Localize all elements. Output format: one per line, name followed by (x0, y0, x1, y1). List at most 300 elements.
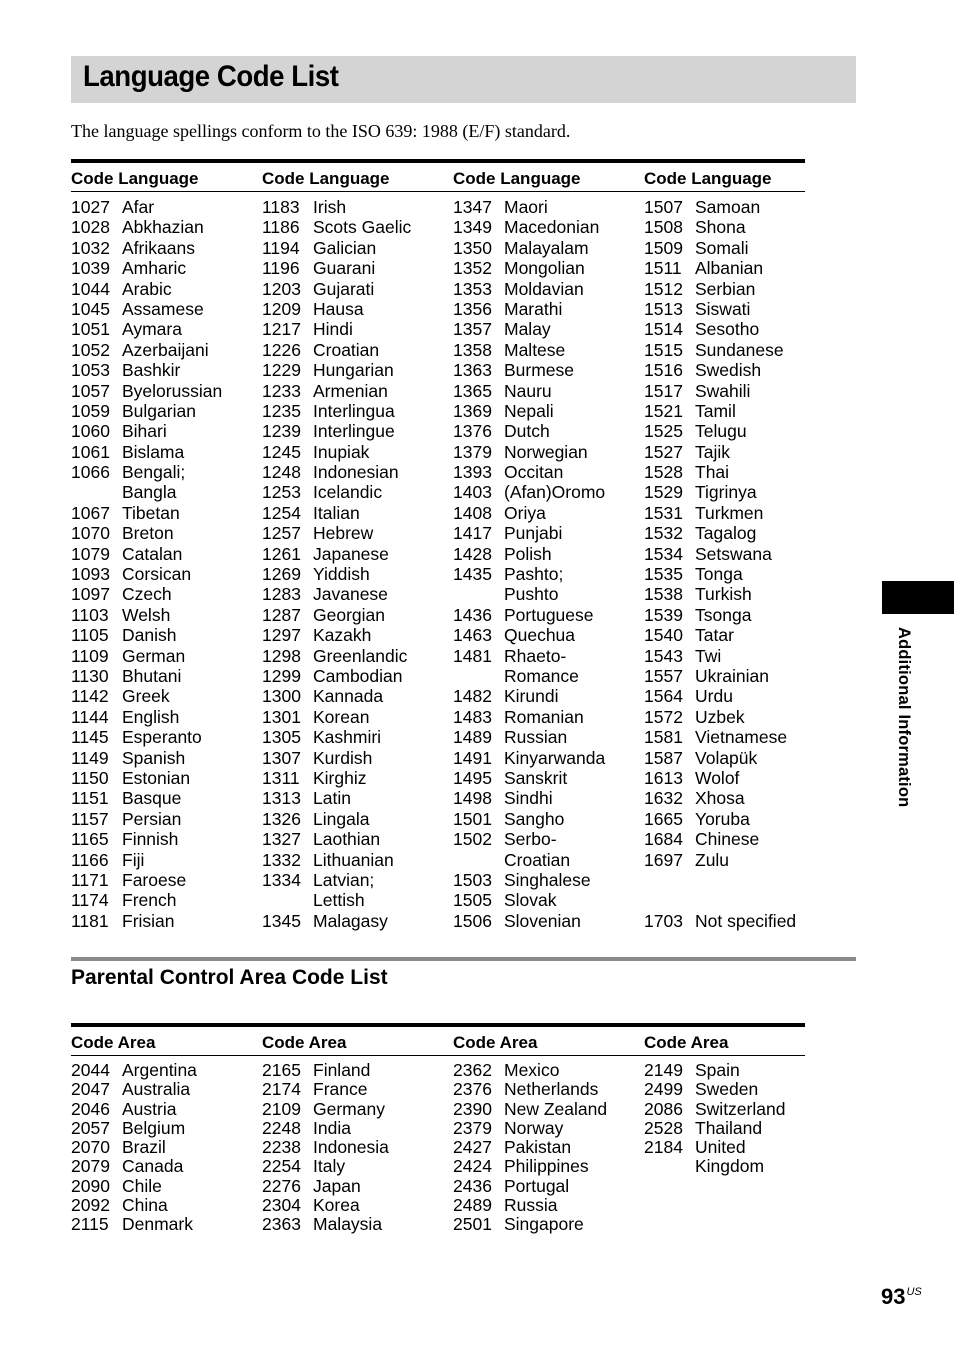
code-cell: 1300 (262, 686, 301, 707)
code-cell: 1181 (71, 910, 109, 931)
name-cell: Latin (313, 788, 351, 809)
code-cell: 1269 (262, 564, 301, 585)
name-cell: Guarani (313, 258, 376, 279)
name-cell: Latvian; (313, 869, 375, 890)
header-cell: Code Area (71, 1033, 156, 1052)
code-cell: 1257 (262, 523, 301, 544)
name-cell: Malayalam (504, 237, 589, 258)
name-cell: Argentina (122, 1060, 197, 1080)
name-cell: Tigrinya (695, 482, 757, 503)
code-cell: 1157 (71, 808, 109, 829)
name-cell: Slovak (504, 890, 557, 911)
code-cell: 1053 (71, 360, 110, 381)
name-cell: Mexico (504, 1060, 560, 1080)
code-cell: 2090 (71, 1175, 110, 1196)
header-cell: Code Language (262, 169, 390, 188)
title-bar (71, 56, 856, 103)
name-cell: Indonesian (313, 462, 399, 483)
code-cell: 2248 (262, 1117, 301, 1138)
code-cell: 2079 (71, 1156, 110, 1177)
name-cell: Croatian (313, 339, 380, 360)
code-cell: 1403 (453, 482, 492, 503)
name-cell: Belgium (122, 1117, 186, 1138)
name-cell: Afar (122, 197, 155, 217)
code-cell: 1165 (71, 829, 109, 850)
code-cell: 1408 (453, 502, 492, 523)
code-cell: 1435 (453, 564, 492, 585)
name-cell: Chile (122, 1175, 162, 1196)
code-cell: 1356 (453, 298, 492, 319)
code-cell: 1334 (262, 869, 301, 890)
code-cell: 1491 (453, 747, 492, 768)
name-cell: Moldavian (504, 278, 584, 299)
code-cell: 2046 (71, 1098, 110, 1119)
name-cell: Malaysia (313, 1214, 383, 1235)
name-cell: Twi (695, 645, 722, 666)
name-cell: Spanish (122, 747, 186, 768)
name-cell: Greek (122, 686, 170, 707)
name-cell: Slovenian (504, 910, 581, 931)
code-cell: 2184 (644, 1137, 683, 1158)
name-cell: Germany (313, 1098, 385, 1119)
code-cell: 1483 (453, 706, 492, 727)
code-cell: 1105 (71, 625, 109, 646)
code-cell: 1051 (71, 319, 110, 340)
table-header (71, 163, 805, 191)
code-cell: 1067 (71, 502, 110, 523)
name-cell: Somali (695, 237, 749, 258)
code-cell: 2047 (71, 1079, 110, 1100)
name-cell: Norway (504, 1117, 564, 1138)
code-cell: 1032 (71, 237, 110, 258)
name-cell: Danish (122, 625, 177, 646)
code-cell: 1572 (644, 706, 683, 727)
name-cell: Chinese (695, 829, 760, 850)
code-cell: 1226 (262, 339, 301, 360)
code-cell: 1217 (262, 319, 301, 340)
name-cell: Amharic (122, 258, 187, 279)
code-cell: 1532 (644, 523, 683, 544)
name-cell: Maltese (504, 339, 566, 360)
name-cell: China (122, 1195, 168, 1216)
name-cell: Sesotho (695, 319, 760, 340)
code-cell: 1261 (262, 543, 301, 564)
code-cell: 1149 (71, 747, 109, 768)
name-cell: Thai (695, 462, 730, 483)
name-cell: Bengali; (122, 462, 186, 483)
code-cell: 2304 (262, 1195, 301, 1216)
page-number (881, 1284, 922, 1310)
name-cell: Bashkir (122, 360, 181, 381)
name-cell: Pakistan (504, 1137, 572, 1158)
code-cell: 1235 (262, 400, 301, 421)
name-cell: Canada (122, 1156, 184, 1177)
code-cell: 1516 (644, 360, 683, 381)
name-cell: Rhaeto- (504, 645, 567, 666)
name-cell: Hebrew (313, 523, 374, 544)
name-cell: English (122, 706, 180, 727)
area-code-table (71, 1023, 805, 1235)
name-cell: Japanese (313, 543, 389, 564)
section-divider (71, 957, 856, 961)
name-cell: Tamil (695, 400, 736, 421)
name-cell: Netherlands (504, 1079, 599, 1100)
code-cell: 1066 (71, 462, 110, 483)
name-cell: Lettish (313, 890, 365, 911)
name-cell: Hindi (313, 319, 353, 340)
name-cell: Zulu (695, 849, 730, 870)
code-cell: 1307 (262, 747, 301, 768)
page-number-value: 93 (881, 1284, 906, 1309)
code-cell: 1517 (644, 380, 683, 401)
name-cell: Pushto (504, 584, 559, 605)
name-cell: Mongolian (504, 258, 585, 279)
name-cell: Macedonian (504, 217, 600, 238)
code-cell: 2427 (453, 1137, 492, 1158)
code-cell: 1489 (453, 727, 492, 748)
code-cell: 1512 (644, 278, 683, 299)
name-cell: Kinyarwanda (504, 747, 606, 768)
name-cell: Interlingue (313, 421, 395, 442)
code-cell: 1144 (71, 706, 109, 727)
name-cell: Korean (313, 706, 370, 727)
code-cell: 1463 (453, 625, 492, 646)
code-cell: 1613 (644, 767, 683, 788)
section-side-label: Additional Information (895, 627, 913, 808)
code-cell: 1482 (453, 686, 492, 707)
header-cell: Code Language (453, 169, 581, 188)
name-cell: Yiddish (313, 564, 370, 585)
code-cell: 2489 (453, 1195, 492, 1216)
code-cell: 1538 (644, 584, 683, 605)
name-cell: Estonian (122, 767, 191, 788)
name-cell: Punjabi (504, 523, 563, 544)
name-cell: Ukrainian (695, 665, 769, 686)
code-cell: 1428 (453, 543, 492, 564)
code-cell: 1379 (453, 441, 492, 462)
name-cell: Galician (313, 237, 377, 258)
name-cell: Bulgarian (122, 400, 196, 421)
code-cell: 1540 (644, 625, 683, 646)
code-cell: 1079 (71, 543, 110, 564)
code-cell: 2057 (71, 1117, 110, 1138)
name-cell: Hausa (313, 298, 364, 319)
name-cell: Turkish (695, 584, 752, 605)
name-cell: Not specified (695, 910, 797, 931)
name-cell: Serbian (695, 278, 756, 299)
name-cell: Urdu (695, 686, 733, 707)
code-cell: 1353 (453, 278, 492, 299)
code-cell: 1665 (644, 808, 683, 829)
name-cell: Pashto; (504, 564, 564, 585)
code-cell: 1203 (262, 278, 301, 299)
name-cell: Sanskrit (504, 767, 568, 788)
code-cell: 1347 (453, 197, 492, 217)
name-cell: Fiji (122, 849, 145, 870)
code-cell: 1564 (644, 686, 683, 707)
name-cell: Bhutani (122, 665, 182, 686)
code-cell: 1298 (262, 645, 301, 666)
name-cell: Burmese (504, 360, 575, 381)
name-cell: France (313, 1079, 368, 1100)
name-cell: Telugu (695, 421, 747, 442)
code-cell: 1109 (71, 645, 109, 666)
name-cell: Polish (504, 543, 552, 564)
name-cell: Bangla (122, 482, 177, 503)
code-cell: 2149 (644, 1060, 683, 1080)
name-cell: Quechua (504, 625, 576, 646)
name-cell: Assamese (122, 298, 204, 319)
language-code-table (71, 159, 805, 931)
name-cell: Romanian (504, 706, 584, 727)
name-cell: Afrikaans (122, 237, 195, 258)
name-cell: Occitan (504, 462, 564, 483)
code-cell: 1581 (644, 727, 683, 748)
code-cell: 1229 (262, 360, 301, 381)
name-cell: Catalan (122, 543, 183, 564)
name-cell: Portuguese (504, 604, 594, 625)
name-cell: French (122, 890, 177, 911)
code-cell: 1521 (644, 400, 683, 421)
name-cell: Shona (695, 217, 746, 238)
name-cell: Samoan (695, 197, 761, 217)
name-cell: Marathi (504, 298, 563, 319)
code-cell: 1070 (71, 523, 110, 544)
name-cell: Swahili (695, 380, 751, 401)
code-cell: 1684 (644, 829, 683, 850)
code-cell: 2109 (262, 1098, 301, 1119)
code-cell: 2436 (453, 1175, 492, 1196)
code-cell: 1505 (453, 890, 492, 911)
name-cell: Malagasy (313, 910, 388, 931)
name-cell: Breton (122, 523, 174, 544)
name-cell: India (313, 1117, 351, 1138)
name-cell: Norwegian (504, 441, 588, 462)
name-cell: Serbo- (504, 829, 557, 850)
code-cell: 1044 (71, 278, 110, 299)
code-cell: 2115 (71, 1214, 109, 1235)
code-cell: 1363 (453, 360, 492, 381)
code-cell: 2363 (262, 1214, 301, 1235)
code-cell: 1513 (644, 298, 683, 319)
code-cell: 2424 (453, 1156, 492, 1177)
name-cell: Frisian (122, 910, 175, 931)
name-cell: Croatian (504, 849, 571, 870)
code-cell: 2390 (453, 1098, 492, 1119)
code-cell: 1142 (71, 686, 109, 707)
code-cell: 2376 (453, 1079, 492, 1100)
code-cell: 1027 (71, 197, 110, 217)
code-cell: 1239 (262, 421, 301, 442)
code-cell: 1253 (262, 482, 301, 503)
code-cell: 1697 (644, 849, 683, 870)
name-cell: Romance (504, 665, 579, 686)
code-cell: 1039 (71, 258, 110, 279)
code-cell: 2501 (453, 1214, 492, 1235)
code-cell: 1502 (453, 829, 492, 850)
code-cell: 1196 (262, 258, 300, 279)
page-number-suffix: US (906, 1286, 922, 1298)
section-title: Parental Control Area Code List (71, 966, 388, 989)
name-cell: Japan (313, 1175, 361, 1196)
name-cell: Russia (504, 1195, 558, 1216)
name-cell: Faroese (122, 869, 187, 890)
name-cell: Portugal (504, 1175, 570, 1196)
code-cell: 1534 (644, 543, 683, 564)
code-cell: 1436 (453, 604, 492, 625)
code-cell: 1539 (644, 604, 683, 625)
name-cell: Welsh (122, 604, 171, 625)
name-cell: Uzbek (695, 706, 745, 727)
name-cell: Finnish (122, 829, 179, 850)
code-cell: 1313 (262, 788, 301, 809)
name-cell: Azerbaijani (122, 339, 209, 360)
code-cell: 1052 (71, 339, 110, 360)
code-cell: 1529 (644, 482, 683, 503)
name-cell: Setswana (695, 543, 772, 564)
code-cell: 1233 (262, 380, 301, 401)
code-cell: 1345 (262, 910, 301, 931)
code-cell: 1097 (71, 584, 110, 605)
code-cell: 1514 (644, 319, 683, 340)
name-cell: Gujarati (313, 278, 375, 299)
code-cell: 1174 (71, 890, 109, 911)
code-cell: 1305 (262, 727, 301, 748)
table-header (71, 1027, 805, 1055)
name-cell: Finland (313, 1060, 371, 1080)
code-cell: 1061 (71, 441, 110, 462)
code-cell: 1501 (453, 808, 492, 829)
name-cell: Lingala (313, 808, 370, 829)
code-cell: 1057 (71, 380, 110, 401)
code-cell: 1183 (262, 197, 300, 217)
code-cell: 1297 (262, 625, 301, 646)
name-cell: Vietnamese (695, 727, 788, 748)
name-cell: Tatar (695, 625, 734, 646)
name-cell: Tibetan (122, 502, 180, 523)
code-cell: 1311 (262, 767, 300, 788)
name-cell: Icelandic (313, 482, 383, 503)
code-cell: 1150 (71, 767, 109, 788)
header-cell: Code Language (71, 169, 199, 188)
table-header-rule (71, 1055, 805, 1056)
name-cell: Maori (504, 197, 548, 217)
name-cell: Xhosa (695, 788, 745, 809)
name-cell: (Afan)Oromo (504, 482, 606, 503)
name-cell: Malay (504, 319, 551, 340)
code-cell: 1587 (644, 747, 683, 768)
name-cell: Philippines (504, 1156, 589, 1177)
name-cell: Arabic (122, 278, 172, 299)
code-cell: 1327 (262, 829, 301, 850)
code-cell: 1632 (644, 788, 683, 809)
code-cell: 2086 (644, 1098, 683, 1119)
name-cell: Armenian (313, 380, 388, 401)
name-cell: Volapük (695, 747, 758, 768)
code-cell: 2165 (262, 1060, 301, 1080)
name-cell: Esperanto (122, 727, 202, 748)
code-cell: 1350 (453, 237, 492, 258)
name-cell: Greenlandic (313, 645, 408, 666)
code-cell: 1369 (453, 400, 492, 421)
code-cell: 1358 (453, 339, 492, 360)
name-cell: Basque (122, 788, 182, 809)
name-cell: Byelorussian (122, 380, 223, 401)
code-cell: 1166 (71, 849, 109, 870)
code-cell: 1528 (644, 462, 683, 483)
header-cell: Code Area (644, 1033, 729, 1052)
name-cell: United (695, 1137, 746, 1158)
name-cell: Tsonga (695, 604, 752, 625)
code-cell: 1151 (71, 788, 109, 809)
code-cell: 1194 (262, 237, 300, 258)
code-cell: 1498 (453, 788, 492, 809)
code-cell: 2362 (453, 1060, 492, 1080)
code-cell: 1145 (71, 727, 109, 748)
code-cell: 1543 (644, 645, 683, 666)
name-cell: Persian (122, 808, 182, 829)
code-cell: 1171 (71, 869, 109, 890)
name-cell: Sindhi (504, 788, 553, 809)
header-cell: Code Area (262, 1033, 347, 1052)
name-cell: Singapore (504, 1214, 584, 1235)
name-cell: Kirundi (504, 686, 559, 707)
code-cell: 1326 (262, 808, 301, 829)
name-cell: Abkhazian (122, 217, 204, 238)
code-cell: 1349 (453, 217, 492, 238)
code-cell: 1511 (644, 258, 682, 279)
code-cell: 1103 (71, 604, 109, 625)
code-cell: 1525 (644, 421, 683, 442)
name-cell: Dutch (504, 421, 550, 442)
name-cell: Sangho (504, 808, 565, 829)
name-cell: Bihari (122, 421, 167, 442)
name-cell: Corsican (122, 564, 192, 585)
intro-text: The language spellings conform to the ISO 639: 1988 (E/F) standard. (71, 121, 571, 141)
name-cell: Scots Gaelic (313, 217, 412, 238)
table-header-rule (71, 191, 805, 192)
code-cell: 1357 (453, 319, 492, 340)
code-cell: 1376 (453, 421, 492, 442)
code-cell: 1060 (71, 421, 110, 442)
code-cell: 1506 (453, 910, 492, 931)
name-cell: Sundanese (695, 339, 784, 360)
name-cell: German (122, 645, 186, 666)
header-cell: Code Language (644, 169, 772, 188)
code-cell: 2528 (644, 1117, 683, 1138)
section-tab-marker (882, 581, 954, 614)
code-cell: 1287 (262, 604, 301, 625)
name-cell: Albanian (695, 258, 764, 279)
name-cell: Sweden (695, 1079, 759, 1100)
name-cell: Yoruba (695, 808, 750, 829)
name-cell: Czech (122, 584, 172, 605)
code-cell: 1535 (644, 564, 683, 585)
name-cell: Tonga (695, 564, 743, 585)
code-cell: 2379 (453, 1117, 492, 1138)
code-cell: 1186 (262, 217, 300, 238)
name-cell: Thailand (695, 1117, 763, 1138)
name-cell: Italy (313, 1156, 346, 1177)
name-cell: Singhalese (504, 869, 591, 890)
name-cell: Switzerland (695, 1098, 786, 1119)
code-cell: 1703 (644, 910, 683, 931)
name-cell: Wolof (695, 767, 740, 788)
header-cell: Code Area (453, 1033, 538, 1052)
page-title: Language Code List (83, 60, 339, 93)
name-cell: Kazakh (313, 625, 372, 646)
code-cell: 1515 (644, 339, 683, 360)
